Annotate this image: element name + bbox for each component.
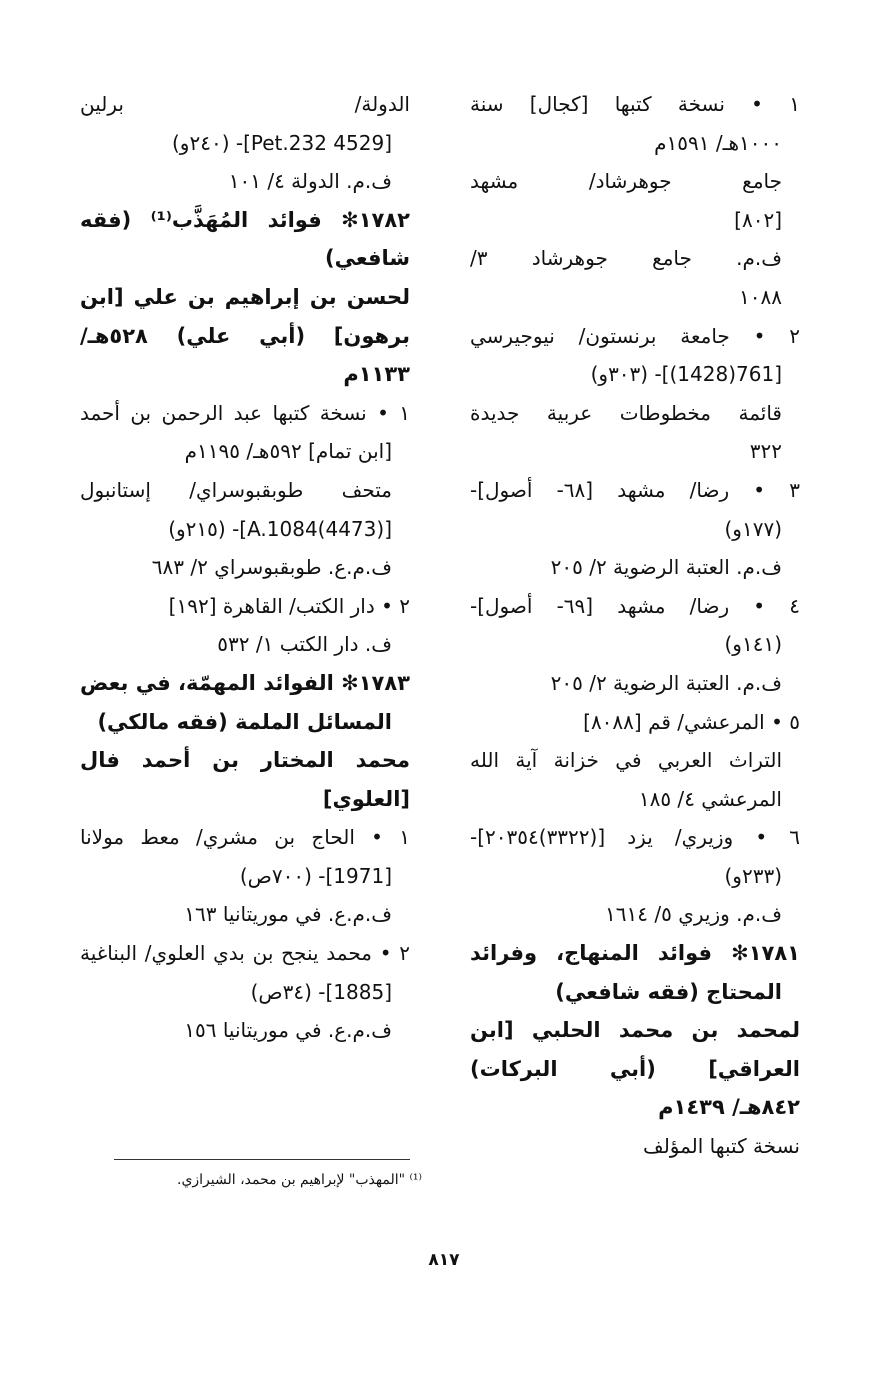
left-column-line: [العلوي] [322, 786, 410, 811]
left-column-line: [1885]- (٣٤ص) [250, 979, 392, 1004]
right-column-line: ف.م. جامع جوهرشاد ٣/ [470, 246, 782, 271]
left-column-line: برهون] (أبي علي) ٥٢٨هـ/ [80, 323, 410, 348]
left-column-line: المسائل الملمة (فقه مالكي) [97, 709, 392, 734]
right-column-line: ١٠٠٠هـ/ ١٥٩١م [654, 130, 782, 155]
left-column-line: متحف طوبقبوسراي/ إستانبول [80, 477, 392, 502]
right-column-line: قائمة مخطوطات عربية جديدة [470, 400, 782, 425]
right-column-line: ١ • نسخة كتبها [كجال] سنة [470, 92, 800, 116]
right-column-line: جامع جوهرشاد/ مشهد [470, 169, 782, 194]
left-column-line: ف.م.ع. في موريتانيا ١٥٦ [184, 1018, 392, 1043]
left-column [80, 85, 410, 1050]
right-column-line: ٥ • المرعشي/ قم [٨٠٨٨] [583, 709, 800, 734]
right-column-line: ف.م. وزيري ٥/ ١٦١٤ [605, 902, 782, 927]
left-column-line: ف. دار الكتب ١/ ٥٣٢ [217, 632, 392, 657]
footnote: ⁽¹⁾ "المهذب" لإبراهيم بن محمد، الشيرازي. [177, 1172, 422, 1188]
left-column-line: ف.م.ع. في موريتانيا ١٦٣ [184, 902, 392, 927]
right-column-line: [٨٠٢] [734, 207, 782, 232]
left-column-line: محمد المختار بن أحمد فال [80, 748, 410, 773]
right-column-line: ٣٢٢ [749, 439, 782, 464]
page-number: ٨١٧ [428, 1250, 460, 1270]
left-column-line: [A.1084(4473)]- (٢١٥و) [168, 516, 392, 541]
right-column-line: ٤ • رضا/ مشهد [٦٩- أصول]- [470, 593, 800, 618]
right-column-line: المرعشي ٤/ ١٨٥ [638, 786, 782, 811]
left-column-line: [1971]- (٧٠٠ص) [239, 863, 392, 888]
left-column-line: شافعي) [325, 246, 410, 271]
right-column-line: (٢٣٣و) [724, 863, 782, 888]
left-column-line: لحسن بن إبراهيم بن علي [ابن [80, 284, 410, 309]
footnote-divider [114, 1159, 410, 1160]
left-column-line: ١٧٨٢✻ فوائد المُهَذَّب⁽¹⁾ (فقه [80, 207, 411, 232]
left-column-line: ١٧٨٣✻ الفوائد المهمّة، في بعض [80, 670, 410, 695]
right-column-line: (١٤١و) [724, 632, 782, 657]
right-column [470, 85, 800, 1166]
left-column-line: [ابن تمام] ٥٩٢هـ/ ١١٩٥م [184, 439, 392, 464]
right-column-line: ف.م. العتبة الرضوية ٢/ ٢٠٥ [550, 670, 782, 695]
left-column-line: ١ • نسخة كتبها عبد الرحمن بن أحمد [80, 400, 410, 425]
right-column-line: التراث العربي في خزانة آية الله [470, 748, 782, 773]
right-column-line: [761(1428)]- (٣٠٣و) [590, 362, 782, 387]
left-column-line: ٢ • محمد ينجح بن بدي العلوي/ البناغية [80, 941, 410, 966]
left-column-line: ف.م. الدولة ٤/ ١٠١ [228, 169, 392, 194]
right-column-line: المحتاج (فقه شافعي) [555, 979, 782, 1004]
right-column-line: ١٠٨٨ [739, 284, 782, 309]
right-column-line: لمحمد بن محمد الحلبي [ابن [470, 1018, 800, 1043]
left-column-line: ١١٣٣م [343, 362, 410, 387]
left-column-line: ف.م.ع. طوبقبوسراي ٢/ ٦٨٣ [151, 555, 392, 580]
right-column-line: ٨٤٢هـ/ ١٤٣٩م [658, 1095, 800, 1120]
right-column-line: ٣ • رضا/ مشهد [٦٨- أصول]- [470, 477, 800, 502]
right-column-line: (١٧٧و) [724, 516, 782, 541]
right-column-line: ف.م. العتبة الرضوية ٢/ ٢٠٥ [550, 555, 782, 580]
left-column-line: [4529 Pet.232]- (٢٤٠و) [172, 130, 392, 155]
left-column-line: ٢ • دار الكتب/ القاهرة [١٩٢] [168, 593, 410, 618]
left-column-line: الدولة/ برلين [80, 92, 410, 116]
right-column-line: ١٧٨١✻ فوائد المنهاج، وفرائد [470, 941, 800, 966]
right-column-line: ٢ • جامعة برنستون/ نيوجيرسي [470, 323, 800, 348]
right-column-line: ٦ • وزيري/ يزد [(٣٣٢٢)٢٠٣٥٤]- [470, 825, 800, 850]
right-column-line: العراقي] (أبي البركات) [470, 1056, 800, 1081]
left-column-line: ١ • الحاج بن مشري/ معط مولانا [80, 825, 410, 850]
right-column-line: نسخة كتبها المؤلف [642, 1134, 800, 1159]
